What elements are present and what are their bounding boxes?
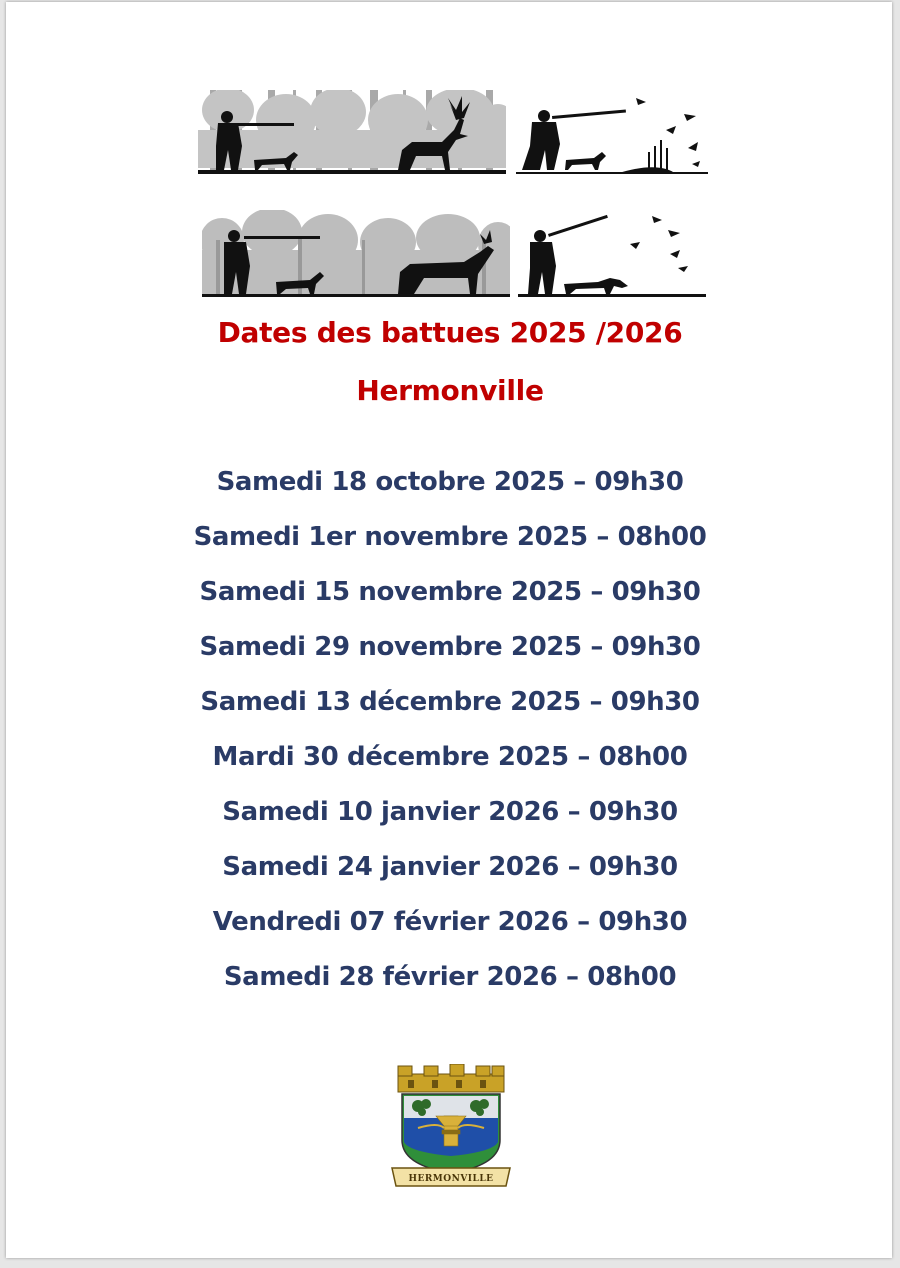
hunt-date-item: Samedi 15 novembre 2025 – 09h30 xyxy=(199,577,701,607)
hunter-pheasants-illustration xyxy=(516,90,708,176)
hunt-date-item: Samedi 28 février 2026 – 08h00 xyxy=(223,962,677,992)
hunt-date-item: Samedi 18 octobre 2025 – 09h30 xyxy=(216,467,684,497)
document-title: Dates des battues 2025 /2026 xyxy=(217,316,683,349)
hunt-date-item: Samedi 29 novembre 2025 – 09h30 xyxy=(199,632,701,662)
hunter-dog-birds-illustration xyxy=(518,210,706,298)
hunt-dates-list xyxy=(0,462,900,1012)
hunt-date-item: Mardi 30 décembre 2025 – 08h00 xyxy=(212,742,688,772)
hunt-date-item: Samedi 24 janvier 2026 – 09h30 xyxy=(222,852,678,882)
hermonville-coat-of-arms xyxy=(388,1064,514,1188)
document-subtitle: Hermonville xyxy=(356,374,544,407)
hunter-stag-forest-illustration xyxy=(198,90,506,176)
hunt-date-item: Samedi 13 décembre 2025 – 09h30 xyxy=(200,687,700,717)
crest-banner-text: HERMONVILLE xyxy=(408,1174,494,1184)
hunt-date-item: Samedi 10 janvier 2026 – 09h30 xyxy=(222,797,678,827)
hunt-date-item: Vendredi 07 février 2026 – 09h30 xyxy=(212,907,688,937)
hunter-deer-forest-illustration xyxy=(202,210,510,298)
hunt-date-item: Samedi 1er novembre 2025 – 08h00 xyxy=(193,522,707,552)
